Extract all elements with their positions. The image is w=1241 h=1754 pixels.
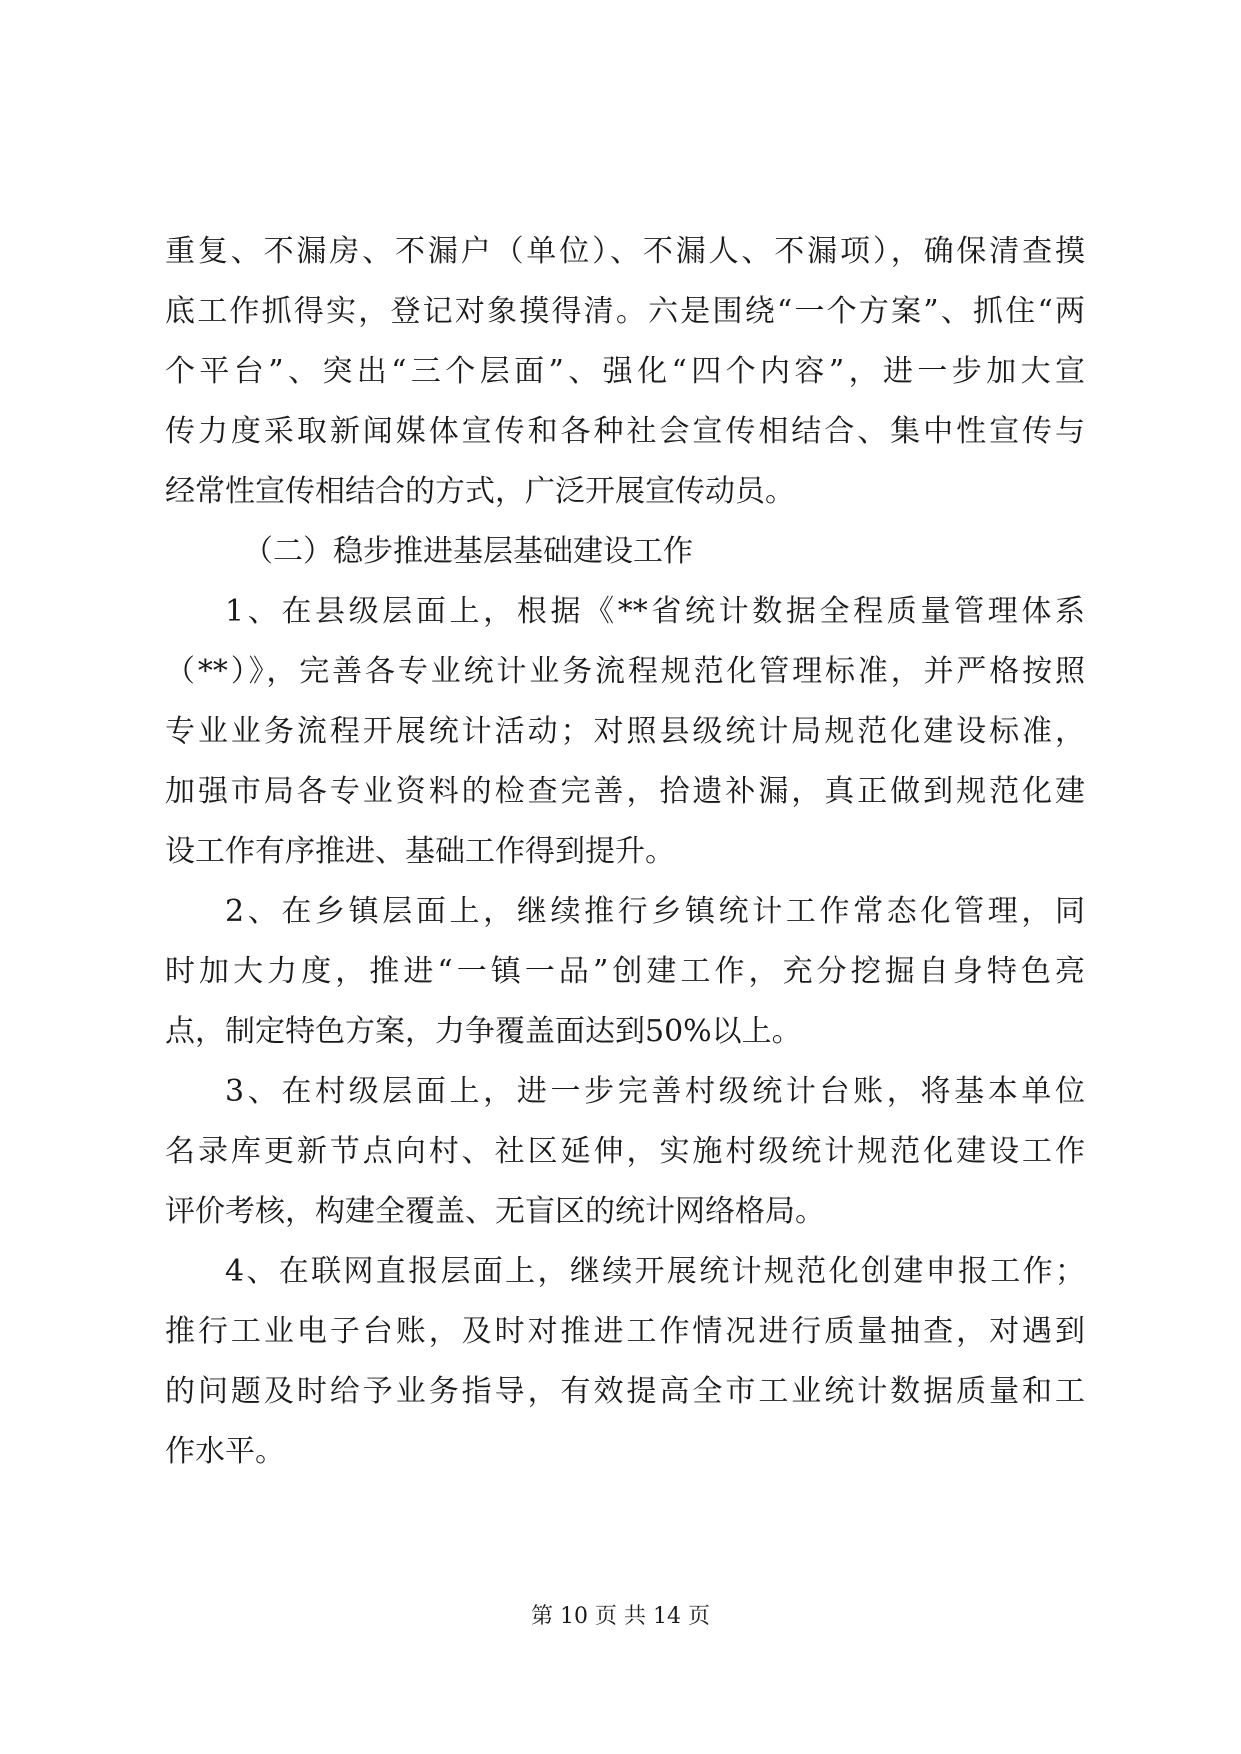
text-line-16: 名录库更新节点向村、社区延伸，实施村级统计规范化建设工作 bbox=[165, 1134, 1085, 1169]
text-line-2: 底工作抓得实，登记对象摸得清。六是围绕“一个方案”、抓住“两 bbox=[165, 294, 1085, 329]
text-line-9: 专业业务流程开展统计活动；对照县级统计局规范化建设标准， bbox=[165, 714, 1085, 749]
text-line-18: 4、在联网直报层面上，继续开展统计规范化创建申报工作； bbox=[225, 1254, 1085, 1289]
text-line-19: 推行工业电子台账，及时对推进工作情况进行质量抽查，对遇到 bbox=[165, 1314, 1085, 1349]
text-line-10: 加强市局各专业资料的检查完善，拾遗补漏，真正做到规范化建 bbox=[165, 774, 1085, 809]
text-line-21: 作水平。 bbox=[165, 1434, 285, 1469]
text-line-12: 2、在乡镇层面上，继续推行乡镇统计工作常态化管理，同 bbox=[225, 894, 1085, 929]
text-line-8: （**）》，完善各专业统计业务流程规范化管理标准，并严格按照 bbox=[165, 654, 1085, 689]
text-line-20: 的问题及时给予业务指导，有效提高全市工业统计数据质量和工 bbox=[165, 1374, 1085, 1409]
section-heading: （二）稳步推进基层基础建设工作 bbox=[243, 534, 693, 569]
text-line-1: 重复、不漏房、不漏户（单位）、不漏人、不漏项），确保清查摸 bbox=[165, 234, 1085, 269]
text-line-4: 传力度采取新闻媒体宣传和各种社会宣传相结合、集中性宣传与 bbox=[165, 414, 1085, 449]
text-line-5: 经常性宣传相结合的方式，广泛开展宣传动员。 bbox=[165, 474, 795, 509]
text-line-14: 点，制定特色方案，力争覆盖面达到50%以上。 bbox=[165, 1014, 802, 1049]
document-body bbox=[165, 232, 1085, 1492]
text-line-3: 个平台”、突出“三个层面”、强化“四个内容”，进一步加大宣 bbox=[165, 354, 1085, 389]
page-number-footer: 第 10 页 共 14 页 bbox=[531, 1604, 710, 1629]
text-line-17: 评价考核，构建全覆盖、无盲区的统计网络格局。 bbox=[165, 1194, 825, 1229]
text-line-15: 3、在村级层面上，进一步完善村级统计台账，将基本单位 bbox=[225, 1074, 1085, 1109]
text-line-7: 1、在县级层面上，根据《**省统计数据全程质量管理体系 bbox=[225, 594, 1085, 629]
text-line-11: 设工作有序推进、基础工作得到提升。 bbox=[165, 834, 675, 869]
text-line-13: 时加大力度，推进“一镇一品”创建工作，充分挖掘自身特色亮 bbox=[165, 954, 1085, 989]
